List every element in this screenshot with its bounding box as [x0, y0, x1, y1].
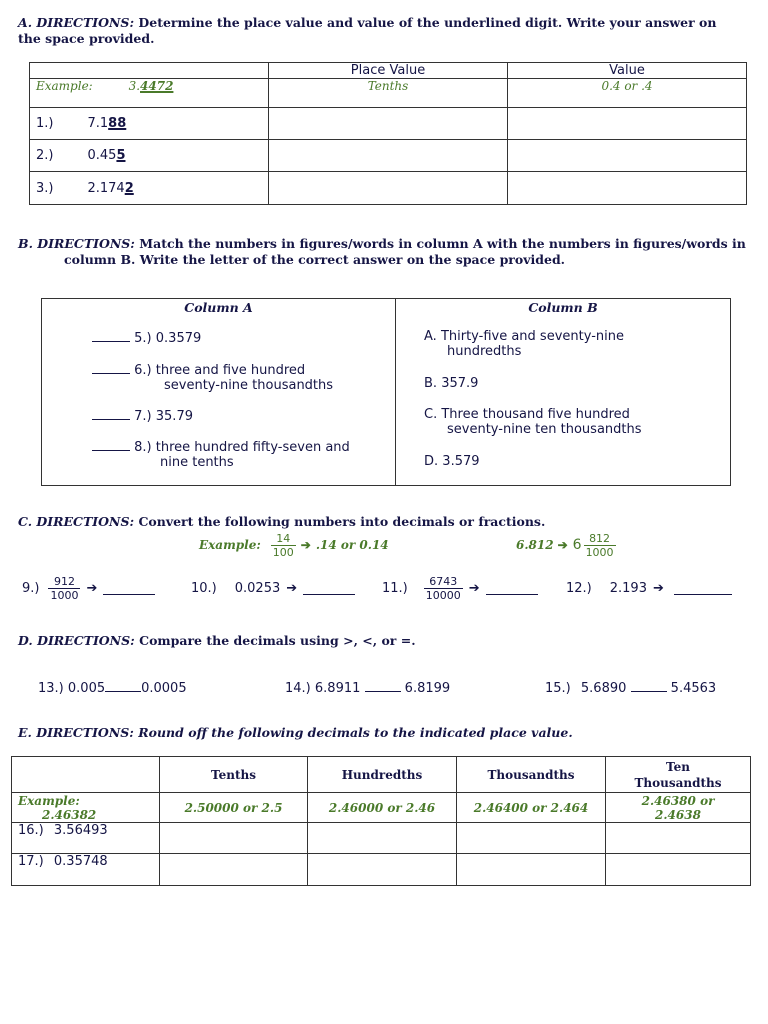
answer-value-3[interactable]: [508, 172, 747, 205]
answer-place-3[interactable]: [269, 172, 508, 205]
answer-blank-8[interactable]: [92, 438, 130, 451]
list-item: B. 357.9: [424, 376, 479, 391]
list-item: 6.) three and five hundred seventy-nine thousandths: [92, 361, 333, 393]
answer-16-ten-thousandths[interactable]: [606, 823, 751, 854]
section-c-directions: [18, 514, 743, 530]
example-row: [12, 793, 751, 823]
section-d-label: D. DIRECTIONS:: [18, 633, 135, 648]
example-label: Example:: [199, 538, 261, 552]
example-thousandths: 2.46400 or 2.464: [457, 793, 606, 823]
rounding-table: [11, 756, 751, 886]
answer-blank-7[interactable]: [92, 407, 130, 420]
header-place-value: Place Value: [269, 63, 508, 79]
example-decimal: 6.812: [516, 538, 554, 552]
q9-fraction: $\frac{912}{1000}$: [50, 574, 79, 602]
answer-value-1[interactable]: [508, 108, 747, 140]
convert-example-2: [516, 529, 616, 561]
q11-fraction: $\frac{6743}{10000}$: [425, 574, 461, 602]
section-b-text: Match the numbers in figures/words in column A with the numbers in figures/words in column B. Write the letter of the correct answer on the space provided.: [64, 236, 746, 267]
answer-blank-9[interactable]: [103, 582, 155, 595]
column-divider: [395, 299, 396, 485]
arrow-icon: ➔: [86, 580, 98, 596]
example-value: 0.4 or .4: [508, 79, 747, 108]
answer-17-ten-thousandths[interactable]: [606, 854, 751, 886]
answer-value-2[interactable]: [508, 140, 747, 172]
example-answer: .14 or 0.14: [315, 538, 389, 552]
example-tenths: 2.50000 or 2.5: [160, 793, 308, 823]
example-whole: 6: [572, 537, 582, 553]
header-value: Value: [508, 63, 747, 79]
example-number: 3.4472: [128, 79, 174, 93]
example-label: Example:: [36, 79, 93, 93]
column-a-header: Column A: [184, 300, 253, 315]
answer-place-2[interactable]: [269, 140, 508, 172]
answer-blank-11[interactable]: [486, 582, 538, 595]
table-row: 16.) 3.56493: [12, 823, 751, 854]
convert-q9: 9.) $\frac{912}{1000}$ ➔: [22, 572, 155, 604]
arrow-icon: ➔: [468, 580, 480, 596]
section-b-directions: [18, 236, 754, 268]
list-item: 8.) three hundred fifty-seven and nine tenths: [92, 438, 350, 470]
example-number: 2.46382: [42, 807, 97, 822]
example-row: [30, 79, 747, 108]
convert-q12: 12.) 2.193 ➔: [566, 572, 732, 604]
section-e-text: Round off the following decimals to the indicated place value.: [133, 725, 573, 740]
section-a-label: A. DIRECTIONS:: [18, 15, 135, 30]
header-tenths: Tenths: [160, 757, 308, 793]
convert-q11: 11.) $\frac{6743}{10000}$ ➔: [382, 572, 538, 604]
section-d-directions: [18, 633, 743, 649]
compare-q15: 15.) 5.6890 5.4563: [545, 681, 717, 696]
compare-q13: 13.) 0.005 0.0005: [38, 681, 187, 696]
section-c-label: C. DIRECTIONS:: [18, 514, 135, 529]
answer-blank-10[interactable]: [303, 582, 355, 595]
answer-17-thousandths[interactable]: [457, 854, 606, 886]
arrow-icon: ➔: [286, 580, 298, 596]
section-e-directions: [18, 725, 743, 741]
compare-q14: 14.) 6.8911 6.8199: [285, 681, 451, 696]
column-b-header: Column B: [528, 300, 598, 315]
section-e-label: E. DIRECTIONS:: [18, 725, 134, 740]
section-c-text: Convert the following numbers into decimals or fractions.: [134, 514, 546, 529]
list-item: D. 3.579: [424, 454, 480, 469]
answer-place-1[interactable]: [269, 108, 508, 140]
example-fraction: $\frac{14}{100}$: [272, 531, 294, 559]
example-label: Example:: [18, 793, 80, 808]
list-item: C. Three thousand five hundred seventy-nine ten thousandths: [424, 407, 642, 437]
section-d-text: Compare the decimals using >, <, or =.: [134, 633, 416, 648]
section-a-directions: [18, 15, 743, 47]
answer-16-hundredths[interactable]: [308, 823, 457, 854]
convert-example-1: [199, 529, 389, 561]
example-fraction: $\frac{812}{1000}$: [585, 531, 614, 559]
list-item: A. Thirty-five and seventy-nine hundredths: [424, 329, 624, 359]
answer-blank-15[interactable]: [631, 679, 667, 692]
matching-box: [41, 298, 731, 486]
example-hundredths: 2.46000 or 2.46: [308, 793, 457, 823]
answer-16-tenths[interactable]: [160, 823, 308, 854]
list-item: 5.) 0.3579: [92, 329, 201, 346]
table-row: 2.) 0.455: [30, 140, 747, 172]
arrow-icon: ➔: [652, 580, 664, 596]
convert-q10: 10.) 0.0253 ➔: [191, 572, 355, 604]
answer-blank-12[interactable]: [674, 582, 732, 595]
answer-blank-14[interactable]: [365, 679, 401, 692]
list-item: 7.) 35.79: [92, 407, 193, 424]
header-ten-thousandths: Ten Thousandths: [606, 757, 751, 793]
table-row: 3.) 2.1742: [30, 172, 747, 205]
section-a-text: Determine the place value and value of the underlined digit. Write your answer on the space provided.: [18, 15, 717, 46]
arrow-icon: ➔: [300, 538, 311, 552]
answer-blank-13[interactable]: [105, 679, 141, 692]
table-row: 17.) 0.35748: [12, 854, 751, 886]
place-value-table: [29, 62, 747, 205]
table-row: 1.) 7.188: [30, 108, 747, 140]
section-b-label: B. DIRECTIONS:: [18, 236, 135, 251]
example-ten-thousandths: 2.46380 or 2.4638: [606, 793, 751, 823]
answer-blank-6[interactable]: [92, 361, 130, 374]
example-place: Tenths: [269, 79, 508, 108]
header-thousandths: Thousandths: [457, 757, 606, 793]
answer-17-tenths[interactable]: [160, 854, 308, 886]
answer-16-thousandths[interactable]: [457, 823, 606, 854]
answer-blank-5[interactable]: [92, 329, 130, 342]
header-hundredths: Hundredths: [308, 757, 457, 793]
answer-17-hundredths[interactable]: [308, 854, 457, 886]
arrow-icon: ➔: [557, 538, 568, 552]
